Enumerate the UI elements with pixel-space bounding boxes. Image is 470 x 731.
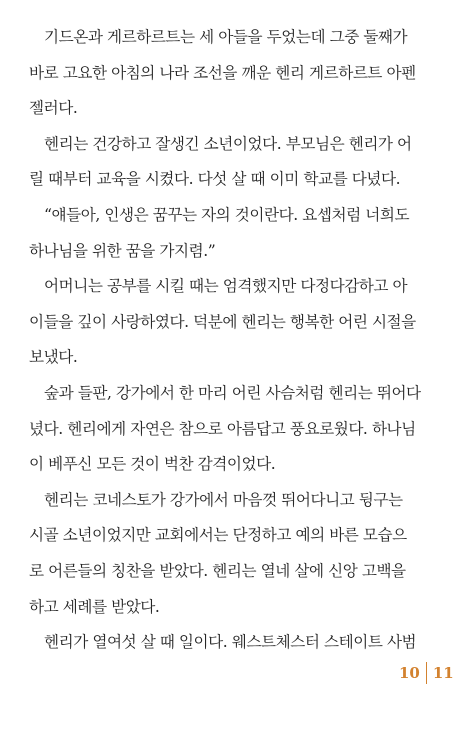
page-number-separator [426,662,427,684]
text-line: 바로 고요한 아침의 나라 조선을 깨운 헨리 게르하르트 아펜 [29,63,416,82]
text-line: 로 어른들의 칭찬을 받았다. 헨리는 열네 살에 신앙 고백을 [29,561,406,580]
text-line: 하고 세례를 받았다. [29,597,160,616]
text-line: 보냈다. [29,348,78,367]
text-line: 헨리가 열여섯 살 때 일이다. 웨스트체스터 스테이트 사범 [44,633,417,652]
page-number [399,662,454,684]
text-line: 어머니는 공부를 시킬 때는 엄격했지만 다정다감하고 아 [44,277,408,296]
text-line: 하나님을 위한 꿈을 가지렴.” [29,241,216,260]
text-line: 이들을 깊이 사랑하였다. 덕분에 헨리는 행복한 어린 시절을 [29,312,416,331]
text-line: 헨리는 코네스토가 강가에서 마음껏 뛰어다니고 뒹구는 [44,490,403,509]
text-line: 기드온과 게르하르트는 세 아들을 두었는데 그중 둘째가 [44,28,408,46]
text-line: 시골 소년이었지만 교회에서는 단정하고 예의 바른 모습으 [29,526,407,545]
text-line: “얘들아, 인생은 꿈꾸는 자의 것이란다. 요셉처럼 너희도 [44,205,410,224]
text-line: 숲과 들판, 강가에서 한 마리 어린 사슴처럼 헨리는 뛰어다 [44,383,421,402]
text-line: 이 베푸신 모든 것이 벅찬 감격이었다. [29,455,276,474]
body-text [29,20,444,661]
left-page-number: 10 [399,664,420,682]
right-page-number: 11 [432,664,454,682]
text-line: 헨리는 건강하고 잘생긴 소년이었다. 부모님은 헨리가 어 [44,134,412,153]
text-line: 릴 때부터 교육을 시켰다. 다섯 살 때 이미 학교를 다녔다. [29,170,401,189]
text-line: 녔다. 헨리에게 자연은 참으로 아름답고 풍요로웠다. 하나님 [29,419,416,438]
text-line: 젤러다. [29,99,78,118]
